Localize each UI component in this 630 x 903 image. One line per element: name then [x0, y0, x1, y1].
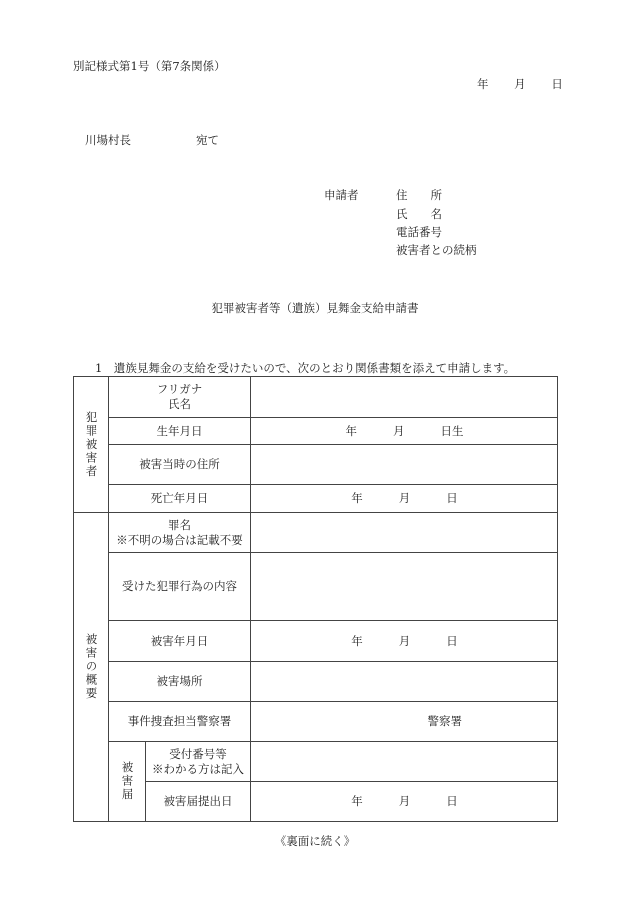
applicant-label: 申請者 — [324, 188, 359, 202]
police-station-label: 事件捜査担当警察署 — [127, 714, 232, 728]
report-date-label: 被害届提出日 — [163, 794, 233, 808]
addressee-suffix: 宛て — [196, 133, 219, 147]
damage-place-label: 被害場所 — [156, 674, 203, 688]
application-form-table — [73, 376, 558, 822]
crime-name-note: ※不明の場合は記載不要 — [116, 532, 243, 547]
report-month: 月 — [398, 794, 411, 808]
intro-text: 1 遺族見舞金の支給を受けたいので、次のとおり関係書類を添えて申請します。 — [95, 361, 516, 375]
applicant-phone-label: 電話番号 — [396, 225, 442, 239]
birthdate-field[interactable] — [251, 418, 558, 444]
death-date-field[interactable] — [251, 485, 558, 512]
report-date-field[interactable] — [251, 782, 558, 821]
section-victim: 犯罪被害者 — [84, 410, 99, 479]
address-at-time-field[interactable] — [251, 445, 558, 484]
addressee: 川場村長 — [85, 133, 131, 147]
police-station-field[interactable] — [251, 702, 558, 741]
continued-on-back: 《裏面に続く》 — [274, 834, 356, 848]
section-damage-summary: 被害の概要 — [84, 633, 99, 701]
header-date-year: 年 — [477, 77, 489, 91]
applicant-name-label: 氏 名 — [396, 207, 442, 221]
crime-name-label: 罪名 ※不明の場合は記載不要 — [116, 517, 243, 547]
applicant-address-label: 住 所 — [396, 188, 442, 202]
receipt-note: ※わかる方は記入 — [152, 761, 244, 776]
applicant-relation-label: 被害者との続柄 — [396, 243, 477, 257]
report-day: 日 — [446, 794, 458, 808]
damage-date-label: 被害年月日 — [150, 633, 209, 648]
crime-content-label: 受けた犯罪行為の内容 — [122, 579, 237, 593]
death-month: 月 — [398, 491, 411, 505]
name-label: 氏名 — [168, 397, 191, 411]
damage-year: 年 — [351, 633, 363, 648]
crime-content-field[interactable] — [251, 553, 558, 620]
damage-place-field[interactable] — [251, 662, 558, 701]
document-title: 犯罪被害者等（遺族）見舞金支給申請書 — [211, 301, 419, 315]
address-at-time-label: 被害当時の住所 — [139, 457, 220, 471]
receipt-number-field[interactable] — [251, 742, 558, 781]
furigana-label: フリガナ — [156, 382, 203, 396]
death-year: 年 — [351, 491, 363, 505]
section-damage-report: 被害届 — [120, 761, 135, 802]
death-date-label: 死亡年月日 — [150, 491, 209, 505]
birthdate-label: 生年月日 — [156, 423, 203, 438]
header-date-day: 日 — [551, 77, 563, 91]
header-date-month: 月 — [514, 77, 526, 91]
damage-day: 日 — [446, 633, 458, 648]
header-date — [477, 76, 563, 92]
name-field[interactable] — [251, 377, 558, 417]
birth-day: 日生 — [440, 423, 464, 438]
crime-name-field[interactable] — [251, 513, 558, 552]
damage-month: 月 — [398, 633, 411, 648]
birth-month: 月 — [393, 423, 405, 438]
death-day: 日 — [446, 491, 458, 505]
report-year: 年 — [351, 794, 363, 808]
police-station-suffix: 警察署 — [427, 714, 462, 728]
form-number: 別記様式第1号（第7条関係） — [73, 59, 226, 73]
damage-date-field[interactable] — [251, 621, 558, 661]
receipt-number-label: 受付番号等 ※わかる方は記入 — [152, 746, 244, 776]
row-label-furigana-name — [109, 377, 250, 417]
birth-year: 年 — [345, 423, 357, 438]
